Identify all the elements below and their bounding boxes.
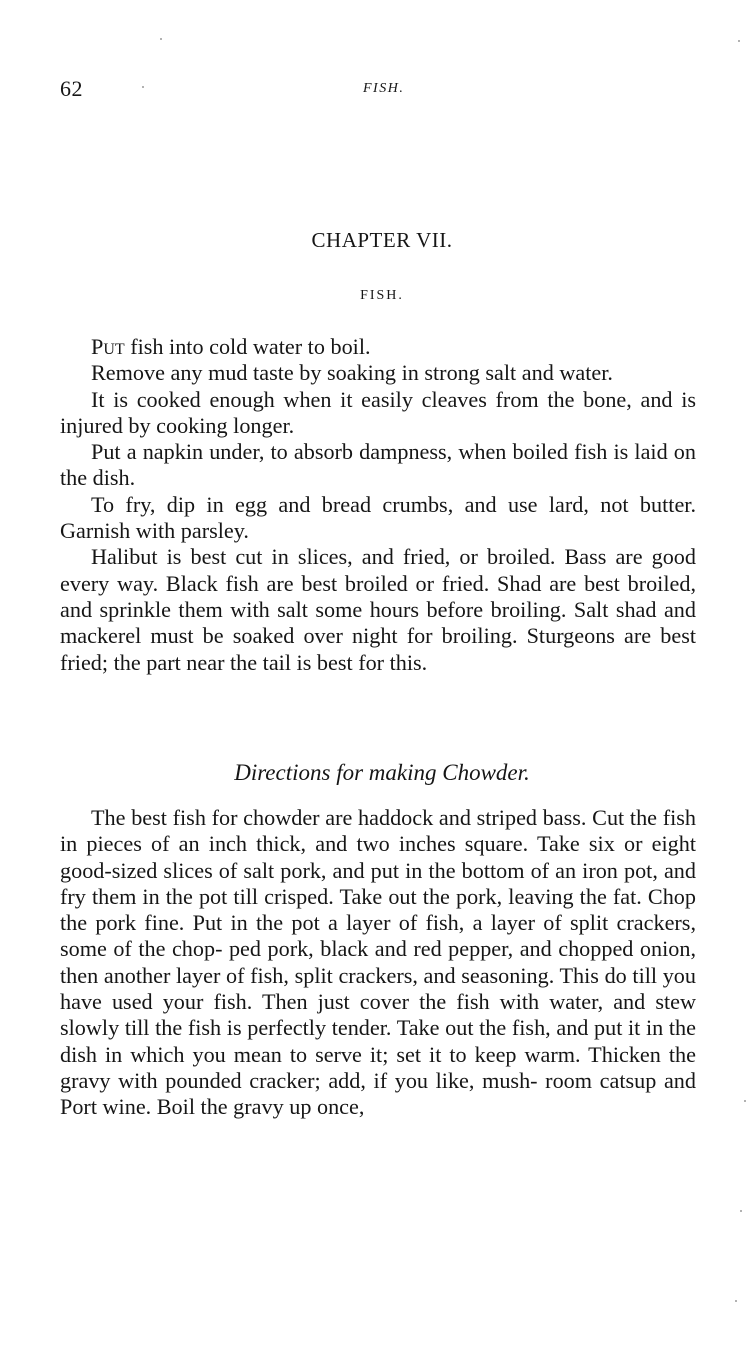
paragraph-text: It is cooked enough when it easily cleaves from the bone, and is injured by cooking longer.	[60, 386, 696, 438]
paragraph-text: To fry, dip in egg and bread crumbs, and use lard, not butter. Garnish with parsley.	[60, 491, 696, 544]
paragraph-text: Halibut is best cut in slices, and fried, or broiled. Bass are good every way. Black fish are best broiled or fried. Shad are best broiled, and sprinkle them with salt some hours before broiling. Salt shad and mackerel must be soaked over night for broiling. Sturgeons are best fried; the part near the tail is best for this.	[60, 544, 696, 675]
paragraph	[60, 387, 696, 440]
page-number: 62	[60, 76, 83, 101]
paragraph	[60, 492, 696, 545]
running-title: FISH.	[363, 81, 405, 96]
print-speck	[735, 1300, 737, 1302]
print-speck	[142, 86, 144, 88]
running-head	[60, 76, 696, 102]
print-speck	[160, 38, 162, 40]
paragraph	[60, 334, 696, 360]
fish-paragraphs	[60, 334, 696, 676]
paragraph	[60, 360, 696, 386]
paragraph	[60, 805, 696, 1121]
recipe-text: The best fish for chowder are haddock and striped bass. Cut the fish in pieces of an inch thick, and two inches square. Take six or eight good-sized slices of salt pork, and put in the bottom of an iron pot, and fry them in the pot till crisped. Take out the pork, leaving the fat. Chop the pork fine. Put in the pot a layer of fish, a layer of split crackers, some of the chop- ped pork, black and red pepper, and chopped onion, then another layer of fish, split crackers, and seasoning. This do till you have used your fish. Then just cover the fish with water, and stew slowly till the fish is perfectly tender. Take out the fish, and put it in the dish in which you mean to serve it; set it to keep warm. Thicken the gravy with pounded cracker; add, if you like, mush- room catsup and Port wine. Boil the gravy up once,	[60, 805, 696, 1120]
paragraph-text: Put a napkin under, to absorb dampness, when boiled fish is laid on the dish.	[60, 439, 696, 491]
paragraph	[60, 439, 696, 492]
print-speck	[738, 40, 740, 42]
paragraph-text: fish into cold water to boil.	[124, 334, 371, 359]
paragraph	[60, 544, 696, 675]
recipe-title: Directions for making Chowder.	[234, 760, 530, 785]
chapter-title: CHAPTER VII.	[311, 228, 453, 252]
paragraph-text: Remove any mud taste by soaking in strong salt and water.	[91, 360, 613, 386]
print-speck	[740, 1210, 742, 1212]
paragraph-lead: Put	[91, 334, 125, 359]
print-speck	[744, 1100, 746, 1102]
chowder-recipe	[60, 805, 696, 1121]
section-title: FISH.	[360, 288, 404, 303]
